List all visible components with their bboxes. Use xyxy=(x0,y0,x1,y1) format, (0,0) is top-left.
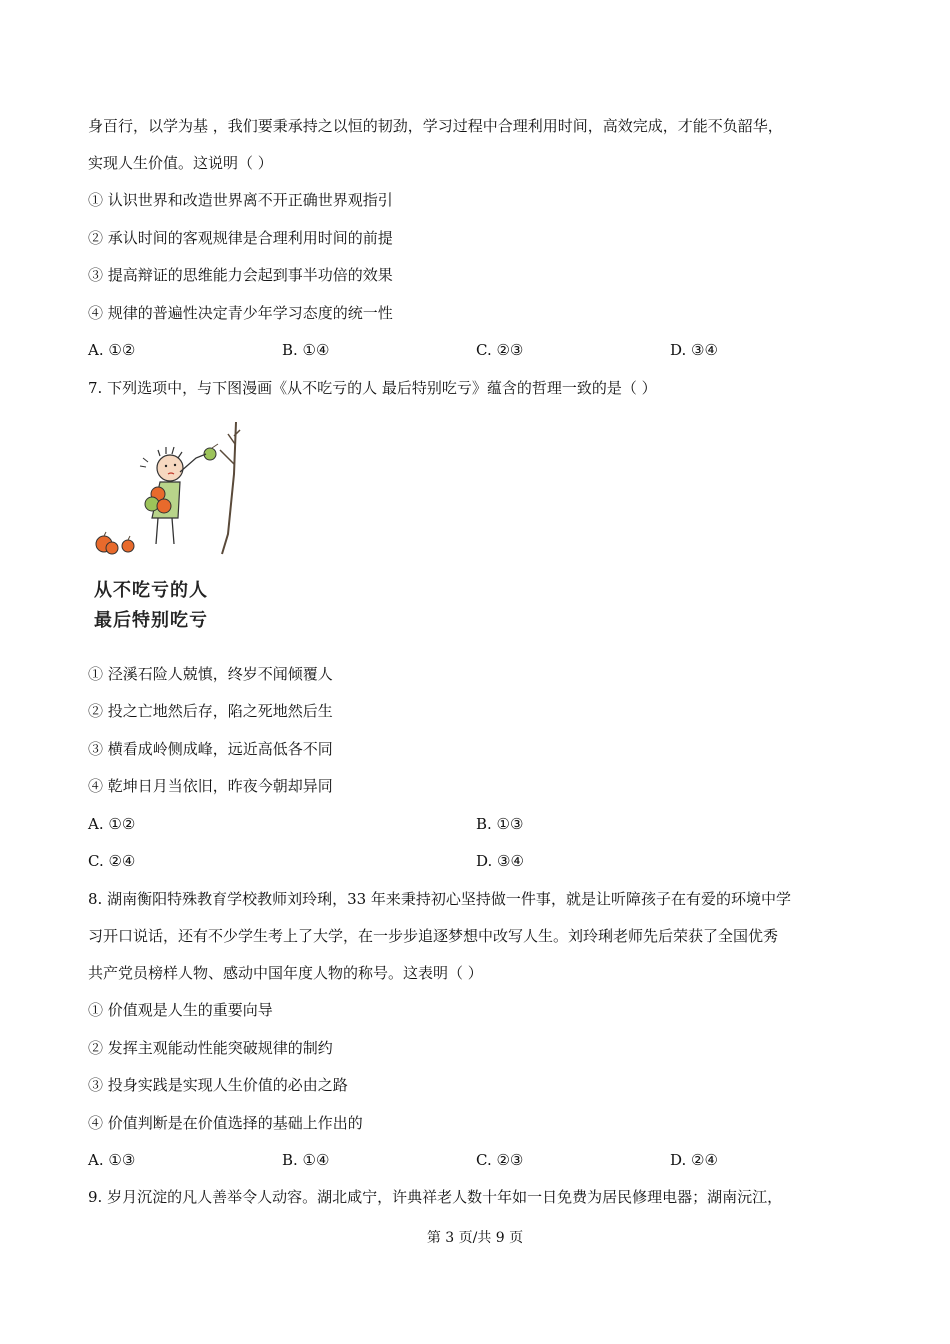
q8-option-d: D. ②④ xyxy=(670,1151,718,1169)
q6-stem-line-1: 身百行，以学为基 ，我们要秉承持之以恒的韧劲，学习过程中合理利用时间，高效完成，才能不负韶华， xyxy=(88,117,783,135)
q6-item-3: ③ 提高辩证的思维能力会起到事半功倍的效果 xyxy=(88,266,393,284)
q8-item-1: ① 价值观是人生的重要向导 xyxy=(88,1001,273,1019)
q8-stem-line-1: 8. 湖南衡阳特殊教育学校教师刘玲琍，33 年来秉持初心坚持做一件事，就是让听障孩子在有爱的环境中学 xyxy=(88,890,791,908)
q6-option-d: D. ③④ xyxy=(670,341,718,359)
q6-option-b: B. ①④ xyxy=(282,341,330,359)
q6-item-4: ④ 规律的普遍性决定青少年学习态度的统一性 xyxy=(88,304,393,322)
cartoon-caption-line-2: 最后特别吃亏 xyxy=(94,610,208,631)
cartoon-caption-line-1: 从不吃亏的人 xyxy=(94,580,208,601)
q7-stem: 7. 下列选项中，与下图漫画《从不吃亏的人 最后特别吃亏》蕴含的哲理一致的是（ ） xyxy=(88,379,657,397)
q6-item-2: ② 承认时间的客观规律是合理利用时间的前提 xyxy=(88,229,393,247)
q7-option-a: A. ①② xyxy=(88,815,136,833)
q8-option-c: C. ②③ xyxy=(476,1151,524,1169)
q6-item-1: ① 认识世界和改造世界离不开正确世界观指引 xyxy=(88,191,393,209)
q7-item-2: ② 投之亡地然后存，陷之死地然后生 xyxy=(88,702,333,720)
q7-item-4: ④ 乾坤日月当依旧，昨夜今朝却异同 xyxy=(88,777,333,795)
q6-stem-line-2: 实现人生价值。这说明（ ） xyxy=(88,154,273,172)
q7-item-1: ① 泾溪石险人兢慎，终岁不闻倾覆人 xyxy=(88,665,333,683)
q8-stem-line-3: 共产党员榜样人物、感动中国年度人物的称号。这表明（ ） xyxy=(88,964,483,982)
q9-stem-line-1: 9. 岁月沉淀的凡人善举令人动容。湖北咸宁，许典祥老人数十年如一日免费为居民修理电器；湖南沅江， xyxy=(88,1188,783,1206)
q8-stem-line-2: 习开口说话，还有不少学生考上了大学，在一步步追逐梦想中改写人生。刘玲琍老师先后荣获了全国优秀 xyxy=(88,927,779,945)
q8-item-4: ④ 价值判断是在价值选择的基础上作出的 xyxy=(88,1114,363,1132)
cartoon-image xyxy=(88,414,254,642)
q7-item-3: ③ 横看成岭侧成峰，远近高低各不同 xyxy=(88,740,333,758)
q7-option-b: B. ①③ xyxy=(476,815,524,833)
page-footer: 第 3 页/共 9 页 xyxy=(426,1230,524,1246)
q8-option-a: A. ①③ xyxy=(88,1151,136,1169)
q7-option-c: C. ②④ xyxy=(88,852,136,870)
q8-option-b: B. ①④ xyxy=(282,1151,330,1169)
q6-option-c: C. ②③ xyxy=(476,341,524,359)
q8-item-2: ② 发挥主观能动性能突破规律的制约 xyxy=(88,1039,333,1057)
q8-item-3: ③ 投身实践是实现人生价值的必由之路 xyxy=(88,1076,348,1094)
q6-option-a: A. ①② xyxy=(88,341,136,359)
q7-option-d: D. ③④ xyxy=(476,852,524,870)
